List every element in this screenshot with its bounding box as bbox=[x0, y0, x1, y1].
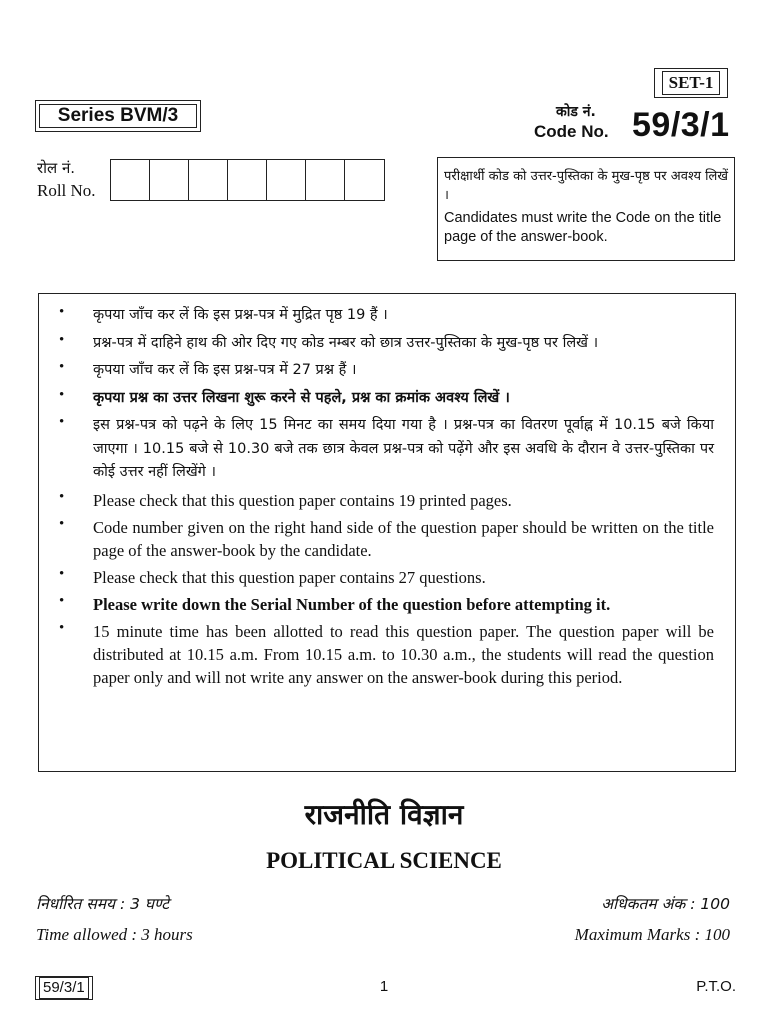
instruction-text: Please check that this question paper contains 19 printed pages. bbox=[93, 490, 512, 510]
instruction-text: कृपया प्रश्न का उत्तर लिखना शुरू करने से पहले, प्रश्न का क्रमांक अवश्य लिखें । bbox=[93, 389, 510, 406]
pto-label: P.T.O. bbox=[696, 978, 736, 995]
roll-number-cell[interactable] bbox=[189, 160, 228, 200]
bullet-icon: • bbox=[59, 414, 65, 430]
instruction-item bbox=[55, 516, 714, 562]
roll-number-grid[interactable] bbox=[110, 159, 385, 201]
roll-number-cell[interactable] bbox=[150, 160, 189, 200]
instruction-text: Please check that this question paper contains 27 questions. bbox=[93, 567, 486, 587]
instructions-list bbox=[55, 304, 714, 689]
candidate-note-english: Candidates must write the Code on the title page of the answer-book. bbox=[444, 210, 722, 245]
set-box bbox=[654, 68, 728, 98]
footer-code: 59/3/1 bbox=[39, 977, 89, 999]
instruction-text: कृपया जाँच कर लें कि इस प्रश्न-पत्र में मुद्रित पृष्ठ 19 हैं । bbox=[93, 307, 388, 323]
code-label: Code No. bbox=[534, 122, 609, 141]
bullet-icon: • bbox=[59, 304, 65, 320]
roll-number-cell[interactable] bbox=[306, 160, 345, 200]
instruction-text: इस प्रश्न-पत्र को पढ़ने के लिए 15 मिनट का समय दिया गया है । प्रश्न-पत्र का वितरण पूर्वाह्न में 10.15 बजे किया जाएगा । 10.15 बजे से 10.30 बजे तक छात्र केवल प्रश्न-पत्र को पढ़ेंगे और इस अवधि के दौरान वे उत्तर-पुस्तिका पर कोई उत्तर नहीं लिखेंगे । bbox=[93, 417, 714, 480]
candidate-note-box bbox=[437, 157, 735, 261]
maximum-marks: Maximum Marks : 100 bbox=[574, 925, 730, 944]
instruction-item bbox=[55, 620, 714, 689]
bullet-icon: • bbox=[59, 359, 65, 375]
instruction-text: 15 minute time has been allotted to read this question paper. The question paper will be distributed at 10.15 a.m. From 10.15 a.m. to 10.30 a.m., the students will read the question paper only and will not write any answer on the answer-book during this period. bbox=[93, 621, 714, 687]
candidate-note-hindi: परीक्षार्थी कोड को उत्तर-पुस्तिका के मुख-पृष्ठ पर अवश्य लिखें । bbox=[444, 169, 728, 203]
instruction-item bbox=[55, 414, 714, 485]
instruction-item bbox=[55, 332, 714, 356]
roll-label-hindi: रोल नं. bbox=[37, 159, 76, 177]
roll-label: Roll No. bbox=[37, 181, 96, 200]
subject-title-hindi: राजनीति विज्ञान bbox=[304, 798, 464, 831]
time-allowed: Time allowed : 3 hours bbox=[36, 925, 193, 944]
instruction-item bbox=[55, 359, 714, 383]
bullet-icon: • bbox=[59, 619, 65, 636]
instruction-item bbox=[55, 489, 714, 512]
instruction-text: Code number given on the right hand side of the question paper should be written on the title page of the answer-book by the candidate. bbox=[93, 517, 714, 560]
code-label-hindi: कोड नं. bbox=[556, 104, 596, 120]
series-label: Series BVM/3 bbox=[39, 104, 197, 128]
time-allowed-hindi: निर्धारित समय : 3 घण्टे bbox=[36, 895, 170, 913]
code-value: 59/3/1 bbox=[632, 106, 730, 144]
bullet-icon: • bbox=[59, 488, 65, 505]
bullet-icon: • bbox=[59, 386, 65, 403]
instructions-box bbox=[38, 293, 736, 772]
instruction-text: कृपया जाँच कर लें कि इस प्रश्न-पत्र में 27 प्रश्न हैं । bbox=[93, 362, 357, 378]
set-label: SET-1 bbox=[662, 71, 721, 95]
instruction-item bbox=[55, 593, 714, 616]
instruction-item bbox=[55, 304, 714, 328]
page-number: 1 bbox=[379, 978, 389, 995]
roll-number-cell[interactable] bbox=[267, 160, 306, 200]
bullet-icon: • bbox=[59, 515, 65, 532]
bullet-icon: • bbox=[59, 592, 65, 609]
roll-number-cell[interactable] bbox=[228, 160, 267, 200]
instruction-item bbox=[55, 566, 714, 589]
roll-number-cell[interactable] bbox=[345, 160, 384, 200]
instruction-text: प्रश्न-पत्र में दाहिने हाथ की ओर दिए गए कोड नम्बर को छात्र उत्तर-पुस्तिका के मुख-पृष्ठ पर लिखें । bbox=[93, 334, 599, 351]
bullet-icon: • bbox=[59, 331, 65, 348]
instruction-text: Please write down the Serial Number of the question before attempting it. bbox=[93, 594, 611, 614]
maximum-marks-hindi: अधिकतम अंक : 100 bbox=[601, 895, 730, 913]
instruction-item bbox=[55, 387, 714, 411]
series-box bbox=[35, 100, 201, 132]
bullet-icon: • bbox=[59, 565, 65, 582]
subject-title: POLITICAL SCIENCE bbox=[266, 848, 502, 873]
roll-number-cell[interactable] bbox=[111, 160, 150, 200]
